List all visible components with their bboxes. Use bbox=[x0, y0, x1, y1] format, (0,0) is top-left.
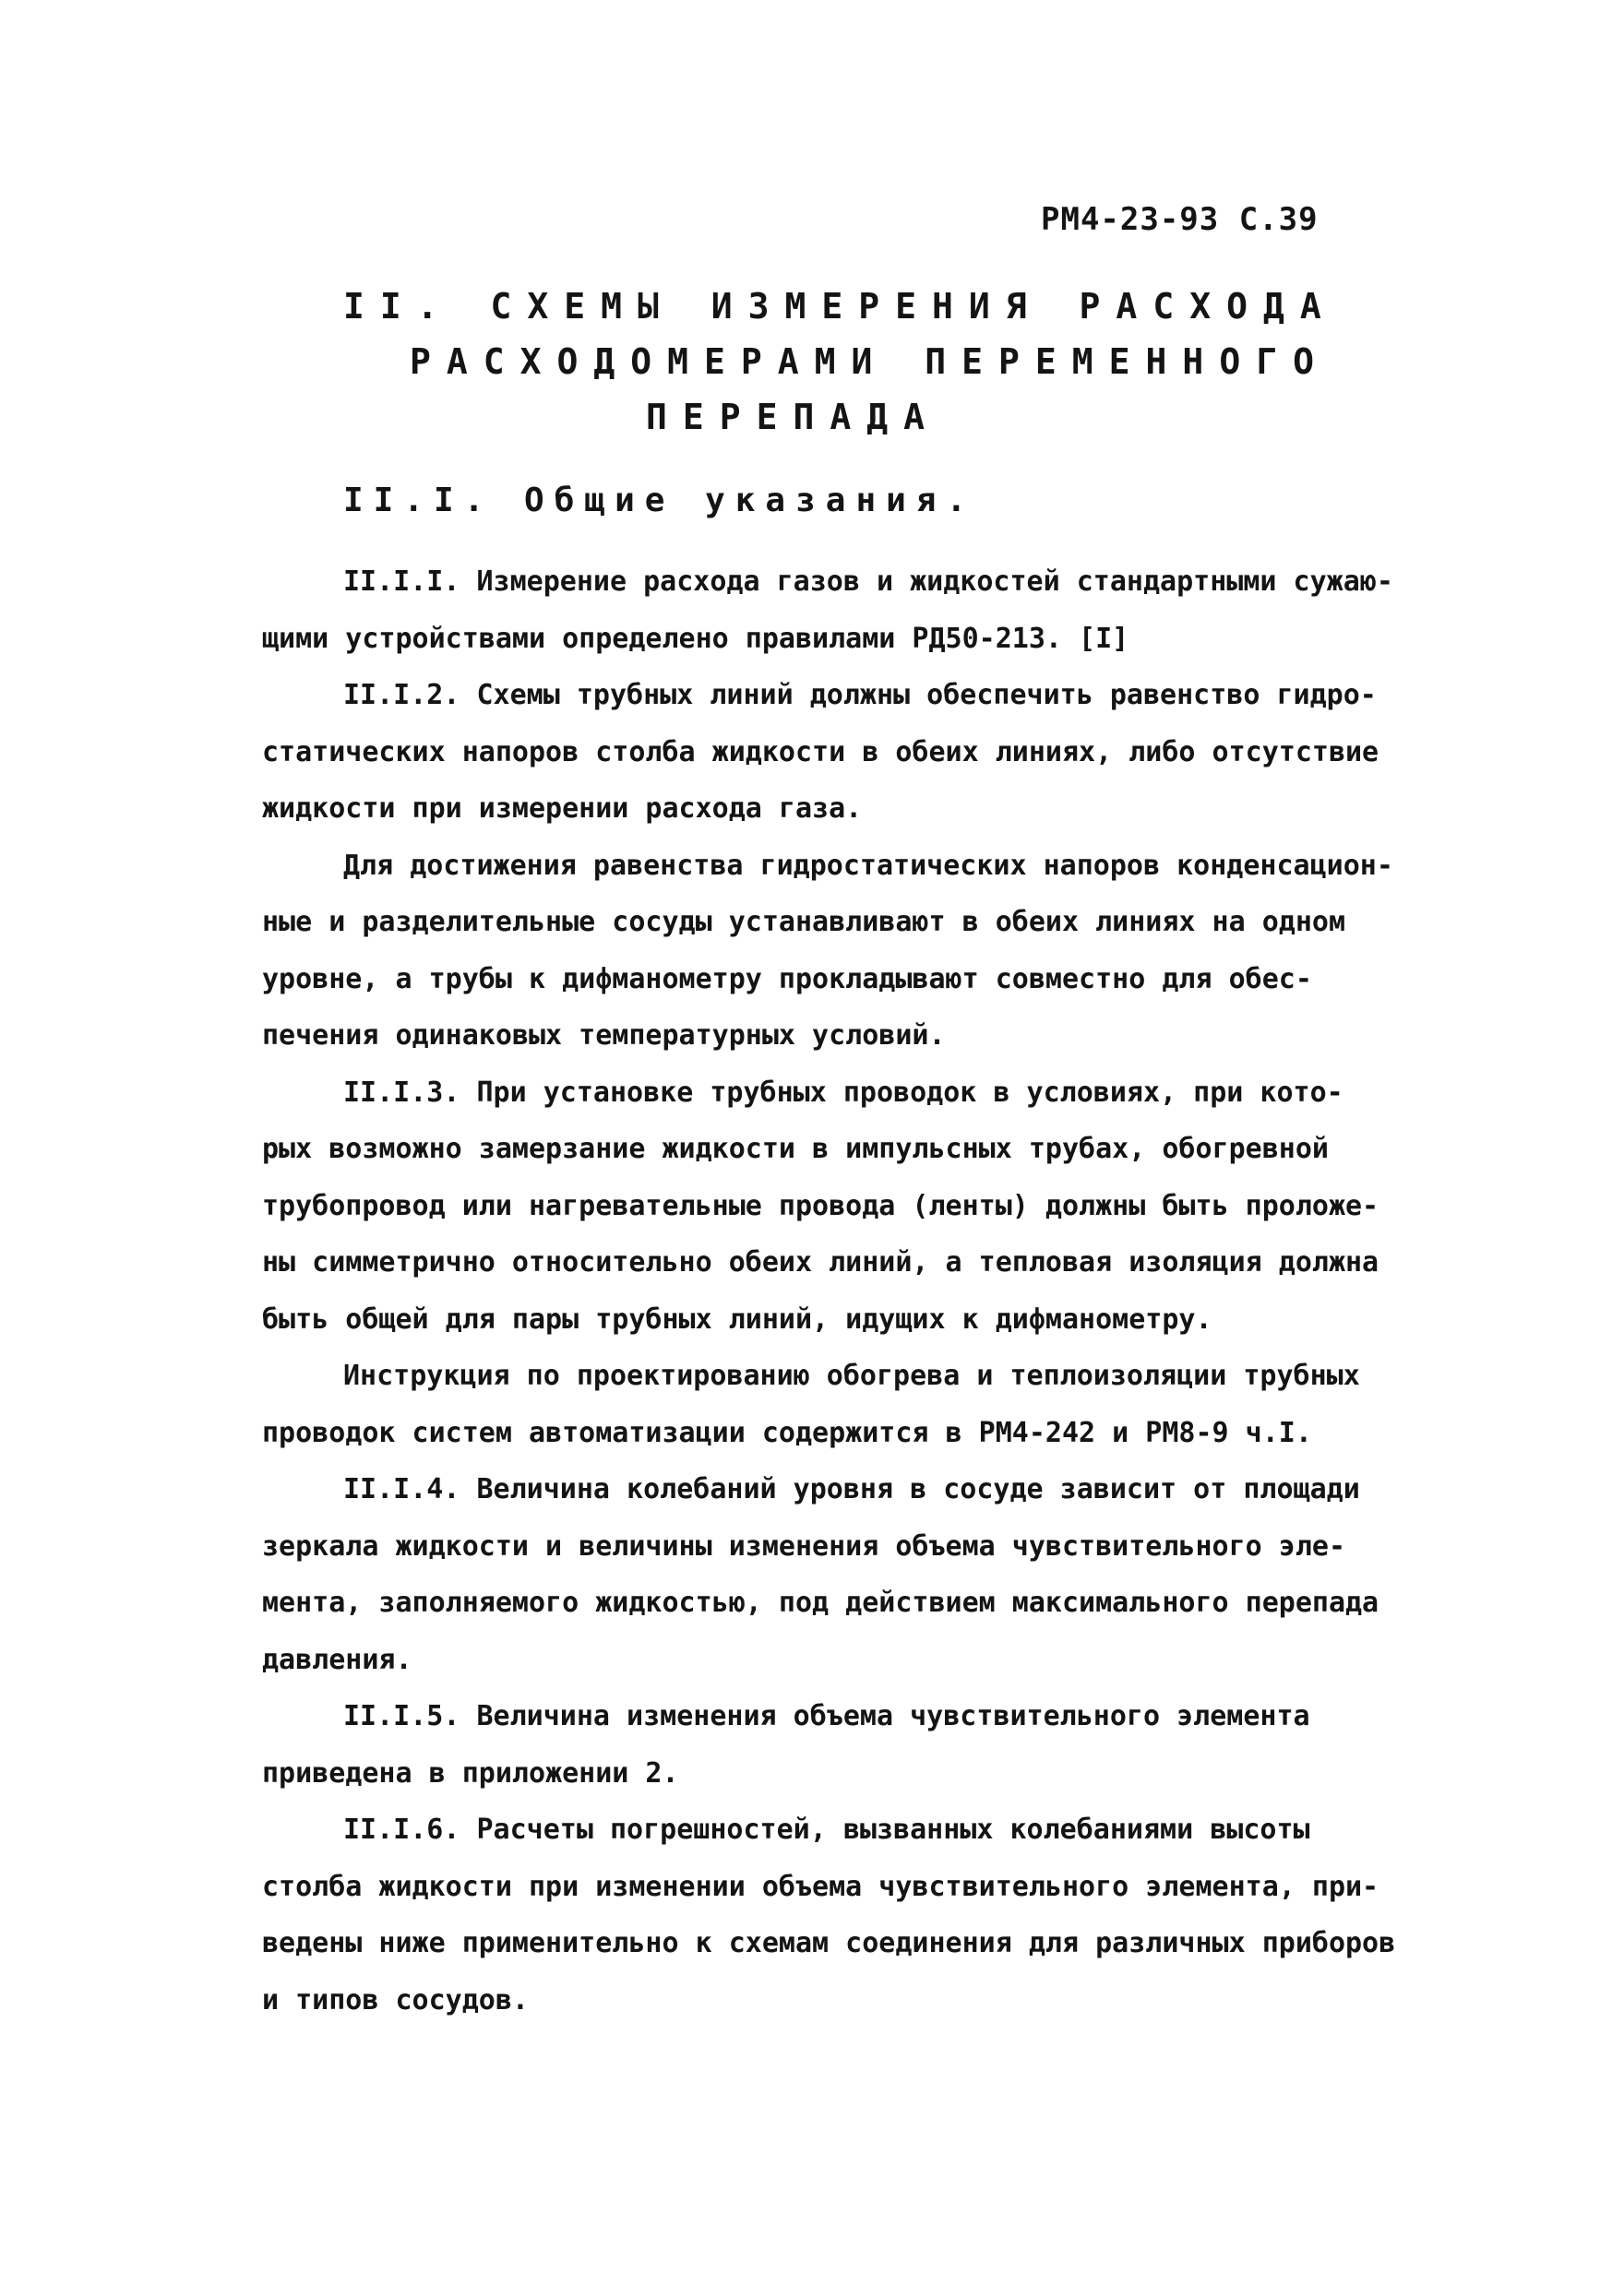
subsection-heading: II.I. Общие указания. bbox=[343, 482, 977, 519]
text-line: зеркала жидкости и величины изменения объема чувствительного эле- bbox=[262, 1529, 1345, 1563]
text-line: мента, заполняемого жидкостью, под действием максимального перепада bbox=[262, 1587, 1379, 1619]
section-title-line-1: II. СХЕМЫ ИЗМЕРЕНИЯ РАСХОДА bbox=[343, 286, 1337, 327]
text-line: и типов сосудов. bbox=[262, 1983, 529, 2016]
section-title-line-2: РАСХОДОМЕРАМИ ПЕРЕМЕННОГО bbox=[410, 341, 1330, 382]
text-line: уровне, а трубы к дифманометру прокладывают совместно для обес- bbox=[262, 962, 1312, 995]
text-line: статических напоров столба жидкости в обеих линиях, либо отсутствие bbox=[262, 735, 1379, 768]
text-line: жидкости при измерении расхода газа. bbox=[262, 792, 863, 825]
text-line: II.I.5. Величина изменения объема чувствительного элемента bbox=[343, 1700, 1310, 1732]
paragraph-11-1-1 bbox=[262, 553, 1434, 667]
text-line: давления. bbox=[262, 1643, 412, 1676]
paragraph-hydrostatic bbox=[262, 838, 1434, 1065]
text-line: столба жидкости при изменении объема чувствительного элемента, при- bbox=[262, 1870, 1379, 1903]
text-line: щими устройствами определено правилами РД50-213. [I] bbox=[262, 622, 1129, 655]
paragraph-11-1-5 bbox=[262, 1688, 1434, 1802]
text-line: ные и разделительные сосуды устанавливают в обеих линиях на одном bbox=[262, 906, 1345, 938]
text-line: II.I.2. Схемы трубных линий должны обеспечить равенство гидро- bbox=[343, 679, 1377, 711]
text-line: II.I.I. Измерение расхода газов и жидкостей стандартными сужаю- bbox=[343, 565, 1393, 598]
text-line: II.I.3. При установке трубных проводок в условиях, при кото- bbox=[343, 1076, 1343, 1109]
text-line: ведены ниже применительно к схемам соединения для различных приборов bbox=[262, 1927, 1396, 1959]
text-line: рых возможно замерзание жидкости в импульсных трубах, обогревной bbox=[262, 1133, 1329, 1165]
section-title-line-3: ПЕРЕПАДА bbox=[646, 397, 941, 437]
text-line: Инструкция по проектированию обогрева и теплоизоляции трубных bbox=[343, 1360, 1360, 1392]
text-line: трубопровод или нагревательные провода (ленты) должны быть проложе- bbox=[262, 1189, 1379, 1222]
body-text bbox=[262, 553, 1434, 2028]
text-line: проводок систем автоматизации содержится в РМ4-242 и РМ8-9 ч.I. bbox=[262, 1416, 1312, 1449]
paragraph-11-1-6 bbox=[262, 1802, 1434, 2028]
paragraph-11-1-3 bbox=[262, 1065, 1434, 1349]
text-line: приведена в приложении 2. bbox=[262, 1756, 679, 1790]
paragraph-11-1-2 bbox=[262, 667, 1434, 838]
document-code: РМ4-23-93 С.39 bbox=[1041, 201, 1319, 238]
text-line: II.I.6. Расчеты погрешностей, вызванных колебаниями высоты bbox=[343, 1814, 1310, 1846]
text-line: II.I.4. Величина колебаний уровня в сосуде зависит от площади bbox=[343, 1473, 1360, 1505]
text-line: печения одинаковых температурных условий. bbox=[262, 1019, 946, 1052]
text-line: ны симметрично относительно обеих линий, а тепловая изоляция должна bbox=[262, 1246, 1379, 1279]
paragraph-11-1-4 bbox=[262, 1461, 1434, 1688]
text-line: Для достижения равенства гидростатических напоров конденсацион- bbox=[343, 849, 1393, 882]
paragraph-instruction bbox=[262, 1348, 1434, 1461]
text-line: быть общей для пары трубных линий, идущих к дифманометру. bbox=[262, 1303, 1212, 1336]
